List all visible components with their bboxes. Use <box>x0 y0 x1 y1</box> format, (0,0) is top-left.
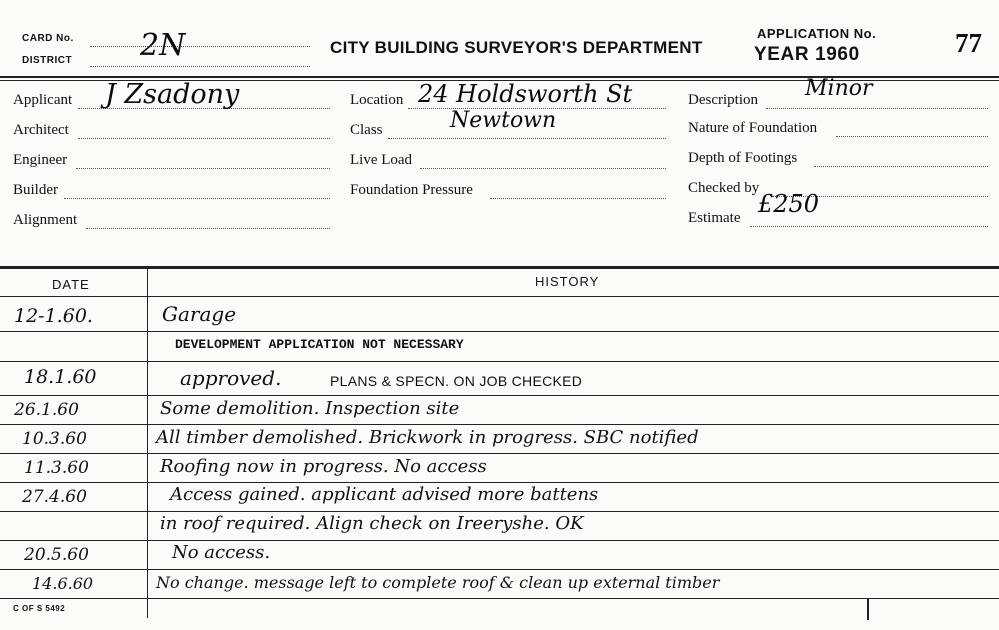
class-value: Newtown <box>450 108 557 133</box>
district-label: DISTRICT <box>22 55 73 66</box>
row-history: No change. message left to complete roof & clean up external timber <box>156 573 720 592</box>
row-date: 26.1.60 <box>14 400 79 420</box>
row-rule <box>0 540 999 541</box>
description-value: Minor <box>805 76 873 101</box>
form-code: C OF S 5492 <box>13 604 66 613</box>
date-column-header: DATE <box>52 277 90 292</box>
class-line <box>388 138 666 139</box>
alignment-label: Alignment <box>13 212 78 228</box>
applicant-value: J Zsadony <box>105 79 240 110</box>
class-label: Class <box>350 122 383 138</box>
row-rule <box>0 569 999 570</box>
history-column-header: HISTORY <box>535 274 600 289</box>
row-date: 27.4.60 <box>22 487 87 507</box>
row-rule <box>0 482 999 483</box>
department-title: CITY BUILDING SURVEYOR'S DEPARTMENT <box>330 38 703 57</box>
row-history: in roof required. Align check on Ireeryshe. OK <box>160 513 584 534</box>
engineer-label: Engineer <box>13 152 68 168</box>
row-rule <box>0 453 999 454</box>
row-history: approved. <box>180 366 282 390</box>
application-no-label: APPLICATION No. <box>757 26 877 41</box>
nature-of-foundation-label: Nature of Foundation <box>688 120 818 136</box>
row-history-stamp: DEVELOPMENT APPLICATION NOT NECESSARY <box>175 337 464 352</box>
row-history: Some demolition. Inspection site <box>160 398 460 419</box>
pencil-mark <box>867 598 869 620</box>
estimate-label: Estimate <box>688 210 741 226</box>
row-history-typed: PLANS & SPECN. ON JOB CHECKED <box>330 373 583 389</box>
depth-of-footings-label: Depth of Footings <box>688 150 798 166</box>
card-no-line <box>90 46 310 47</box>
checked-by-label: Checked by <box>688 180 760 196</box>
district-line <box>90 66 310 67</box>
row-history: Garage <box>162 302 237 326</box>
row-date: 18.1.60 <box>24 366 97 388</box>
table-column-divider <box>147 266 148 618</box>
card-number: 77 <box>955 28 982 58</box>
table-top-rule <box>0 266 999 269</box>
builder-label: Builder <box>13 182 58 198</box>
live-load-line <box>420 168 666 169</box>
alignment-line <box>86 228 330 229</box>
builder-line <box>64 198 330 199</box>
year-label: YEAR 1960 <box>754 44 860 65</box>
card-no-label: CARD No. <box>22 33 74 44</box>
location-value: 24 Holdsworth St <box>418 80 633 108</box>
foundation-pressure-line <box>490 198 666 199</box>
engineer-line <box>76 168 330 169</box>
row-rule <box>0 598 999 599</box>
row-rule <box>0 424 999 425</box>
row-history: Roofing now in progress. No access <box>160 456 487 477</box>
row-date: 12-1.60. <box>14 305 93 327</box>
row-date: 20.5.60 <box>24 545 89 565</box>
architect-line <box>78 138 330 139</box>
estimate-value: £250 <box>758 190 820 218</box>
row-history: No access. <box>172 542 271 563</box>
row-date: 10.3.60 <box>22 429 87 449</box>
architect-label: Architect <box>13 122 69 138</box>
row-history: Access gained. applicant advised more battens <box>170 484 599 505</box>
row-rule <box>0 361 999 362</box>
depth-of-footings-line <box>814 166 988 167</box>
applicant-label: Applicant <box>13 92 73 108</box>
estimate-line <box>750 226 988 227</box>
description-line <box>766 108 988 109</box>
row-rule <box>0 331 999 332</box>
foundation-pressure-label: Foundation Pressure <box>350 182 473 198</box>
row-date: 11.3.60 <box>24 458 89 478</box>
row-history: All timber demolished. Brickwork in progress. SBC notified <box>156 427 699 448</box>
live-load-label: Live Load <box>350 152 413 168</box>
location-label: Location <box>350 92 404 108</box>
row-date: 14.6.60 <box>32 574 94 593</box>
row-rule <box>0 511 999 512</box>
description-label: Description <box>688 92 758 108</box>
nature-of-foundation-line <box>836 136 988 137</box>
table-header-rule <box>0 296 999 297</box>
district-value: 2N <box>140 28 186 63</box>
row-rule <box>0 395 999 396</box>
